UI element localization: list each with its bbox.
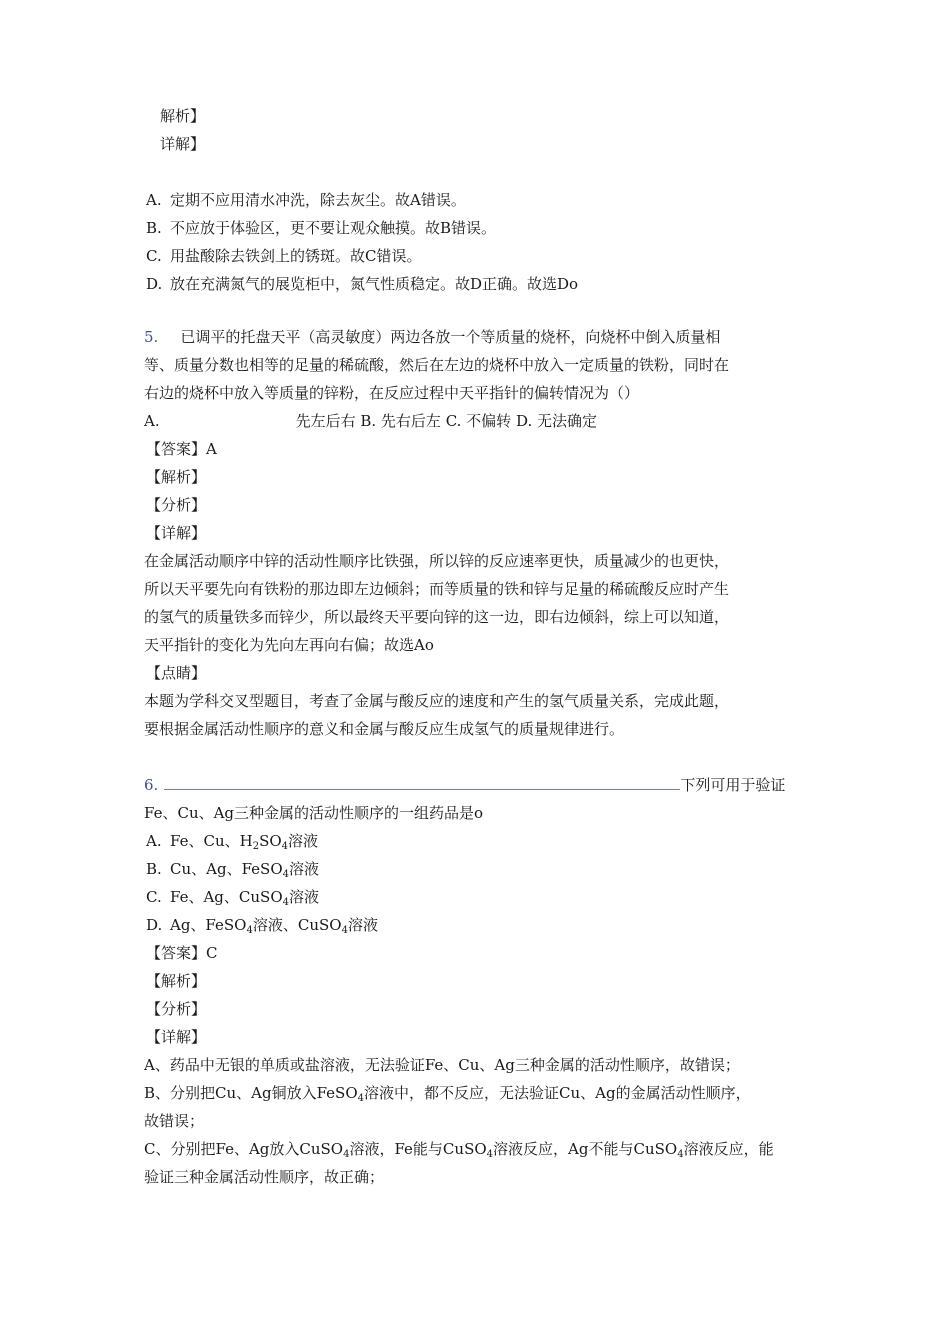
q5-answer: 【答案】A bbox=[146, 440, 217, 458]
q5-detail-line-4: 天平指针的变化为先向左再向右偏；故选Ao bbox=[144, 636, 434, 654]
q5-stem-line-1: 5. 已调平的托盘天平（高灵敏度）两边各放一个等质量的烧杯，向烧杯中倒入质量相 bbox=[144, 328, 721, 346]
q5-dianjing-label: 【点睛】 bbox=[146, 664, 207, 682]
q6-option-d: D. Ag、FeSO$_4$溶液、CuSO$_4$溶液 bbox=[146, 916, 378, 936]
prev-option-b: B. 不应放于体验区，更不要让观众触摸。故B错误。 bbox=[146, 219, 497, 237]
q6-option-a: A. Fe、Cu、$H_2SO_4$溶液 bbox=[146, 832, 319, 852]
q6-option-c: C. Fe、Ag、CuSO$_4$溶液 bbox=[146, 888, 320, 908]
prev-option-d: D. 放在充满氮气的展览柜中，氮气性质稳定。故D正确。故选Do bbox=[146, 275, 579, 293]
q5-point-line-1: 本题为学科交叉型题目，考查了金属与酸反应的速度和产生的氢气质量关系，完成此题， bbox=[144, 692, 730, 710]
q5-stem-line-2: 等、质量分数也相等的足量的稀硫酸，然后在左边的烧杯中放入一定质量的铁粉，同时在 bbox=[144, 356, 730, 374]
q5-point-line-2: 要根据金属活动性顺序的意义和金属与酸反应生成氢气的质量规律进行。 bbox=[144, 720, 625, 738]
q6-detail-b-line-2: 故错误； bbox=[144, 1112, 205, 1130]
q6-answer: 【答案】C bbox=[146, 944, 218, 962]
q5-fenxi-label: 【分析】 bbox=[146, 496, 207, 514]
q6-analysis-label: 【解析】 bbox=[146, 972, 207, 990]
q6-blank-underline bbox=[164, 775, 680, 790]
q5-detail-label: 【详解】 bbox=[146, 524, 207, 542]
prev-option-a: A. 定期不应用清水冲洗，除去灰尘。故A错误。 bbox=[146, 191, 466, 209]
q6-detail-c-line-2: 验证三种金属活动性顺序，故正确； bbox=[144, 1168, 385, 1186]
prev-option-c: C. 用盐酸除去铁剑上的锈斑。故C错误。 bbox=[146, 247, 422, 265]
q5-options: A. 先左后右 B. 先右后左 C. 不偏转 D. 无法确定 bbox=[144, 412, 597, 430]
q5-detail-line-3: 的氢气的质量铁多而锌少，所以最终天平要向锌的这一边，即右边倾斜，综上可以知道， bbox=[144, 608, 730, 626]
q5-analysis-label: 【解析】 bbox=[146, 468, 207, 486]
q6-stem-line-2: Fe、Cu、Ag三种金属的活动性顺序的一组药品是o bbox=[144, 804, 484, 822]
q6-detail-label: 【详解】 bbox=[146, 1028, 207, 1046]
q6-stem-line-1: 6. 下列可用于验证 bbox=[144, 776, 786, 794]
q6-fenxi-label: 【分析】 bbox=[146, 1000, 207, 1018]
q5-detail-line-1: 在金属活动顺序中锌的活动性顺序比铁强，所以锌的反应速率更快，质量减少的也更快， bbox=[144, 552, 730, 570]
analysis-label: 解析】 bbox=[160, 107, 206, 125]
q6-number: 6. bbox=[144, 776, 159, 794]
q6-detail-b-line-1: B、分别把Cu、Ag铜放入FeSO$_4$溶液中，都不反应，无法验证Cu、Ag的金属活动性顺序， bbox=[144, 1084, 751, 1104]
q6-detail-a: A、药品中无银的单质或盐溶液，无法验证Fe、Cu、Ag三种金属的活动性顺序，故错误； bbox=[144, 1056, 740, 1074]
q5-stem-line-3: 右边的烧杯中放入等质量的锌粉，在反应过程中天平指针的偏转情况为（） bbox=[144, 384, 640, 402]
q5-number: 5. bbox=[144, 328, 159, 346]
detail-label: 详解】 bbox=[160, 135, 206, 153]
q6-option-b: B. Cu、Ag、FeSO$_4$溶液 bbox=[146, 860, 320, 880]
q6-detail-c-line-1: C、分别把Fe、Ag放入CuSO$_4$溶液，Fe能与CuSO$_4$溶液反应，Ag不能与CuSO$_4$溶液反应，能 bbox=[144, 1140, 774, 1160]
q5-detail-line-2: 所以天平要先向有铁粉的那边即左边倾斜；而等质量的铁和锌与足量的稀硫酸反应时产生 bbox=[144, 580, 730, 598]
